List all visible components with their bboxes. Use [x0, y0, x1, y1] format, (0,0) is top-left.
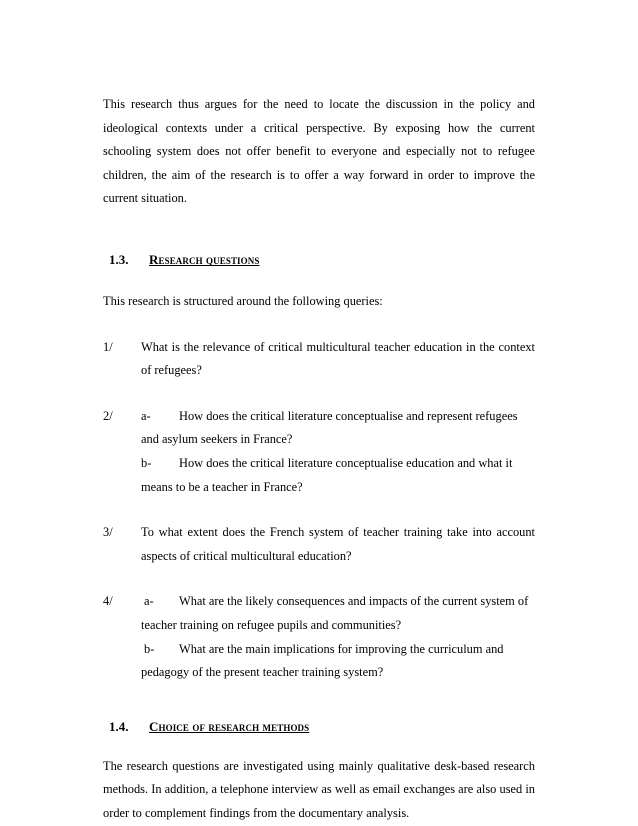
sub-question-continuation: pedagogy of the present teacher training system?	[141, 665, 384, 680]
question-number: 3/	[103, 525, 113, 540]
sub-question-letter: a-	[141, 408, 151, 423]
question-number: 1/	[103, 339, 113, 354]
sub-question-text: What are the main implications for improving the curriculum and	[179, 641, 504, 656]
section-number: 1.3.	[109, 251, 129, 267]
sub-question	[141, 405, 535, 429]
methods-paragraph: The research questions are investigated using mainly qualitative desk-based research methods. In addition, a telephone interview as well as email exchanges are also used in order to complement findings from the documentary analysis.	[103, 758, 535, 820]
question-number: 2/	[103, 408, 113, 423]
question-body	[141, 405, 535, 499]
document-page	[103, 93, 535, 825]
sub-question-continuation: means to be a teacher in France?	[141, 479, 303, 494]
section-title: Research questions	[149, 251, 260, 267]
sub-question-text: What are the likely consequences and impacts of the current system of	[179, 594, 529, 609]
question-item	[103, 405, 535, 499]
question-number: 4/	[103, 594, 113, 609]
question-item	[103, 336, 535, 383]
section-title: Choice of research methods	[149, 718, 310, 734]
section-heading-research-questions	[103, 252, 535, 276]
question-body	[141, 590, 535, 684]
question-item	[103, 521, 535, 568]
question-text: To what extent does the French system of teacher training take into account aspects of critical multicultural education?	[141, 525, 535, 563]
section-number: 1.4.	[109, 718, 129, 734]
sub-question-letter: b-	[141, 455, 152, 470]
sub-question-letter: a-	[144, 594, 154, 609]
sub-question-continuation: teacher training on refugee pupils and communities?	[141, 617, 402, 632]
sub-question	[141, 638, 535, 662]
section-heading-research-methods	[103, 719, 535, 743]
sub-question-continuation: and asylum seekers in France?	[141, 432, 293, 447]
sub-question-text: How does the critical literature conceptualise education and what it	[179, 455, 513, 470]
question-item	[103, 590, 535, 684]
sub-question	[141, 590, 535, 614]
intro-paragraph: This research thus argues for the need to locate the discussion in the policy and ideological contexts under a critical perspective. By exposing how the current schooling system does not offer benefit to everyone and especially not to refugee children, the aim of the research is to offer a way forward in order to improve the current situation.	[103, 97, 535, 206]
sub-question-text: How does the critical literature conceptualise and represent refugees	[179, 408, 518, 423]
questions-lead: This research is structured around the following queries:	[103, 293, 383, 308]
sub-question	[141, 452, 535, 476]
question-text: What is the relevance of critical multicultural teacher education in the context of refugees?	[141, 339, 535, 378]
sub-question-letter: b-	[144, 641, 155, 656]
